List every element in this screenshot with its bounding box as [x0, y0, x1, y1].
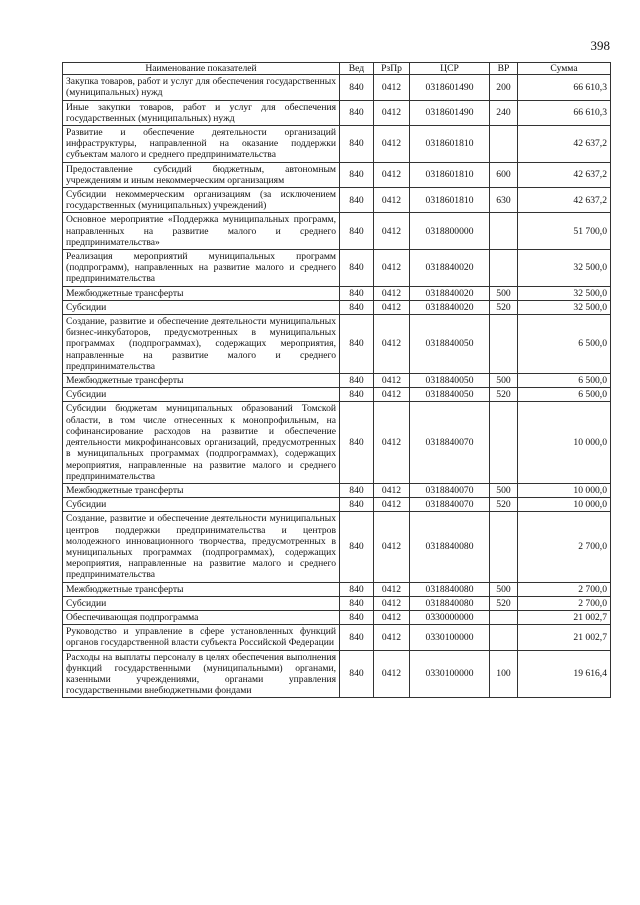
cell-vr — [490, 625, 518, 650]
table-row — [63, 374, 611, 388]
cell-rzpr: 0412 — [374, 625, 410, 650]
header-rzpr: РзПр — [374, 63, 410, 75]
table-row — [63, 483, 611, 497]
table-row — [63, 188, 611, 213]
cell-sum: 10 000,0 — [518, 402, 611, 483]
header-vr: ВР — [490, 63, 518, 75]
cell-vr: 600 — [490, 162, 518, 187]
table-row — [63, 126, 611, 163]
cell-sum: 2 700,0 — [518, 582, 611, 596]
cell-name: Иные закупки товаров, работ и услуг для обеспечения государственных (муниципальных) нужд — [63, 100, 340, 125]
cell-csr: 0318840080 — [410, 596, 490, 610]
cell-csr: 0318840020 — [410, 286, 490, 300]
cell-sum: 21 002,7 — [518, 625, 611, 650]
cell-csr: 0318601490 — [410, 100, 490, 125]
cell-ved: 840 — [340, 100, 374, 125]
cell-name: Межбюджетные трансферты — [63, 582, 340, 596]
cell-sum: 66 610,3 — [518, 75, 611, 100]
cell-vr — [490, 213, 518, 250]
cell-vr: 520 — [490, 498, 518, 512]
cell-ved: 840 — [340, 188, 374, 213]
table-row — [63, 388, 611, 402]
cell-rzpr: 0412 — [374, 512, 410, 582]
cell-ved: 840 — [340, 213, 374, 250]
cell-sum: 42 637,2 — [518, 188, 611, 213]
cell-rzpr: 0412 — [374, 483, 410, 497]
table-body — [63, 75, 611, 698]
cell-rzpr: 0412 — [374, 300, 410, 314]
cell-vr — [490, 512, 518, 582]
cell-sum: 6 500,0 — [518, 315, 611, 374]
cell-name: Субсидии бюджетам муниципальных образований Томской области, в том числе отнесенных к монопрофильным, на софинансирование расходов на развитие и обеспечение деятельности микрофинансовых организаций, предусмотренных в муниципальных программах (подпрограммах), содержащих мероприятия, направленные на развитие малого и среднего предпринимательства — [63, 402, 340, 483]
cell-vr — [490, 402, 518, 483]
cell-ved: 840 — [340, 250, 374, 287]
header-sum: Сумма — [518, 63, 611, 75]
cell-sum: 10 000,0 — [518, 498, 611, 512]
table-row — [63, 286, 611, 300]
cell-name: Межбюджетные трансферты — [63, 483, 340, 497]
cell-vr: 500 — [490, 374, 518, 388]
cell-vr: 630 — [490, 188, 518, 213]
cell-csr: 0318840020 — [410, 300, 490, 314]
cell-vr — [490, 250, 518, 287]
table-header-row — [63, 63, 611, 75]
cell-sum: 6 500,0 — [518, 374, 611, 388]
cell-vr: 500 — [490, 483, 518, 497]
cell-vr: 520 — [490, 596, 518, 610]
cell-vr: 520 — [490, 300, 518, 314]
cell-csr: 0318840080 — [410, 582, 490, 596]
cell-vr — [490, 610, 518, 624]
cell-ved: 840 — [340, 483, 374, 497]
cell-name: Субсидии — [63, 300, 340, 314]
cell-ved: 840 — [340, 286, 374, 300]
cell-rzpr: 0412 — [374, 610, 410, 624]
cell-csr: 0318601810 — [410, 126, 490, 163]
cell-rzpr: 0412 — [374, 286, 410, 300]
cell-ved: 840 — [340, 162, 374, 187]
cell-rzpr: 0412 — [374, 75, 410, 100]
cell-name: Основное мероприятие «Поддержка муниципальных программ, направленных на развитие малого и среднего предпринимательства» — [63, 213, 340, 250]
cell-rzpr: 0412 — [374, 596, 410, 610]
table-row — [63, 610, 611, 624]
cell-csr: 0318840070 — [410, 483, 490, 497]
cell-rzpr: 0412 — [374, 498, 410, 512]
cell-ved: 840 — [340, 610, 374, 624]
cell-sum: 19 616,4 — [518, 650, 611, 698]
cell-sum: 32 500,0 — [518, 286, 611, 300]
table-row — [63, 596, 611, 610]
table-row — [63, 625, 611, 650]
cell-ved: 840 — [340, 388, 374, 402]
cell-ved: 840 — [340, 512, 374, 582]
cell-name: Межбюджетные трансферты — [63, 374, 340, 388]
cell-rzpr: 0412 — [374, 250, 410, 287]
cell-rzpr: 0412 — [374, 188, 410, 213]
table-row — [63, 315, 611, 374]
table-row — [63, 75, 611, 100]
cell-sum: 2 700,0 — [518, 596, 611, 610]
cell-ved: 840 — [340, 300, 374, 314]
cell-ved: 840 — [340, 498, 374, 512]
cell-ved: 840 — [340, 650, 374, 698]
header-csr: ЦСР — [410, 63, 490, 75]
cell-rzpr: 0412 — [374, 582, 410, 596]
cell-sum: 32 500,0 — [518, 250, 611, 287]
cell-vr: 240 — [490, 100, 518, 125]
table-row — [63, 300, 611, 314]
cell-name: Реализация мероприятий муниципальных программ (подпрограмм), направленных на развитие малого и среднего предпринимательства — [63, 250, 340, 287]
cell-vr: 520 — [490, 388, 518, 402]
cell-name: Субсидии — [63, 596, 340, 610]
header-ved: Вед — [340, 63, 374, 75]
cell-sum: 51 700,0 — [518, 213, 611, 250]
cell-name: Межбюджетные трансферты — [63, 286, 340, 300]
cell-csr: 0330000000 — [410, 610, 490, 624]
cell-sum: 10 000,0 — [518, 483, 611, 497]
cell-vr: 500 — [490, 582, 518, 596]
cell-name: Руководство и управление в сфере установленных функций органов государственной власти субъекта Российской Федерации — [63, 625, 340, 650]
cell-vr — [490, 126, 518, 163]
cell-rzpr: 0412 — [374, 100, 410, 125]
cell-csr: 0330100000 — [410, 650, 490, 698]
cell-name: Расходы на выплаты персоналу в целях обеспечения выполнения функций государственными (муниципальными) органами, казенными учреждениями, органами управления государственными внебюджетными фондами — [63, 650, 340, 698]
cell-csr: 0318800000 — [410, 213, 490, 250]
cell-vr: 100 — [490, 650, 518, 698]
cell-vr: 500 — [490, 286, 518, 300]
table-row — [63, 650, 611, 698]
cell-sum: 2 700,0 — [518, 512, 611, 582]
cell-csr: 0318840050 — [410, 315, 490, 374]
header-name: Наименование показателей — [63, 63, 340, 75]
table-row — [63, 250, 611, 287]
cell-vr — [490, 315, 518, 374]
table-row — [63, 402, 611, 483]
cell-name: Субсидии — [63, 498, 340, 512]
cell-name: Создание, развитие и обеспечение деятельности муниципальных бизнес-инкубаторов, предусмотренных в муниципальных программах (подпрограммах), содержащих мероприятия, направленные на развитие малого и среднего предпринимательства — [63, 315, 340, 374]
cell-csr: 0318601810 — [410, 162, 490, 187]
cell-rzpr: 0412 — [374, 315, 410, 374]
cell-csr: 0318601490 — [410, 75, 490, 100]
page-number: 398 — [590, 38, 610, 53]
cell-csr: 0318840070 — [410, 498, 490, 512]
cell-sum: 66 610,3 — [518, 100, 611, 125]
cell-ved: 840 — [340, 596, 374, 610]
cell-csr: 0318840020 — [410, 250, 490, 287]
cell-csr: 0318840070 — [410, 402, 490, 483]
cell-rzpr: 0412 — [374, 374, 410, 388]
cell-rzpr: 0412 — [374, 650, 410, 698]
cell-sum: 6 500,0 — [518, 388, 611, 402]
cell-name: Субсидии некоммерческим организациям (за исключением государственных (муниципальных) учреждений) — [63, 188, 340, 213]
cell-sum: 21 002,7 — [518, 610, 611, 624]
table-row — [63, 100, 611, 125]
cell-ved: 840 — [340, 582, 374, 596]
cell-csr: 0318840080 — [410, 512, 490, 582]
cell-sum: 42 637,2 — [518, 126, 611, 163]
cell-csr: 0330100000 — [410, 625, 490, 650]
cell-name: Предоставление субсидий бюджетным, автономным учреждениям и иным некоммерческим организациям — [63, 162, 340, 187]
cell-ved: 840 — [340, 625, 374, 650]
cell-sum: 32 500,0 — [518, 300, 611, 314]
cell-ved: 840 — [340, 126, 374, 163]
cell-csr: 0318601810 — [410, 188, 490, 213]
table-row — [63, 162, 611, 187]
cell-name: Развитие и обеспечение деятельности организаций инфраструктуры, направленной на оказание поддержки субъектам малого и среднего предпринимательства — [63, 126, 340, 163]
table-row — [63, 512, 611, 582]
cell-name: Закупка товаров, работ и услуг для обеспечения государственных (муниципальных) нужд — [63, 75, 340, 100]
cell-csr: 0318840050 — [410, 388, 490, 402]
cell-name: Создание, развитие и обеспечение деятельности муниципальных центров поддержки предпринимательства и центров молодежного инновационного творчества, предусмотренных в муниципальных программах (подпрограммах), содержащих мероприятия, направленные на развитие малого и среднего предпринимательства — [63, 512, 340, 582]
cell-ved: 840 — [340, 75, 374, 100]
table-row — [63, 498, 611, 512]
table-row — [63, 582, 611, 596]
cell-rzpr: 0412 — [374, 402, 410, 483]
cell-rzpr: 0412 — [374, 126, 410, 163]
cell-name: Субсидии — [63, 388, 340, 402]
cell-ved: 840 — [340, 374, 374, 388]
cell-sum: 42 637,2 — [518, 162, 611, 187]
cell-vr: 200 — [490, 75, 518, 100]
cell-rzpr: 0412 — [374, 162, 410, 187]
cell-rzpr: 0412 — [374, 213, 410, 250]
table-row — [63, 213, 611, 250]
cell-rzpr: 0412 — [374, 388, 410, 402]
cell-ved: 840 — [340, 402, 374, 483]
cell-name: Обеспечивающая подпрограмма — [63, 610, 340, 624]
budget-table — [62, 62, 611, 698]
cell-ved: 840 — [340, 315, 374, 374]
cell-csr: 0318840050 — [410, 374, 490, 388]
